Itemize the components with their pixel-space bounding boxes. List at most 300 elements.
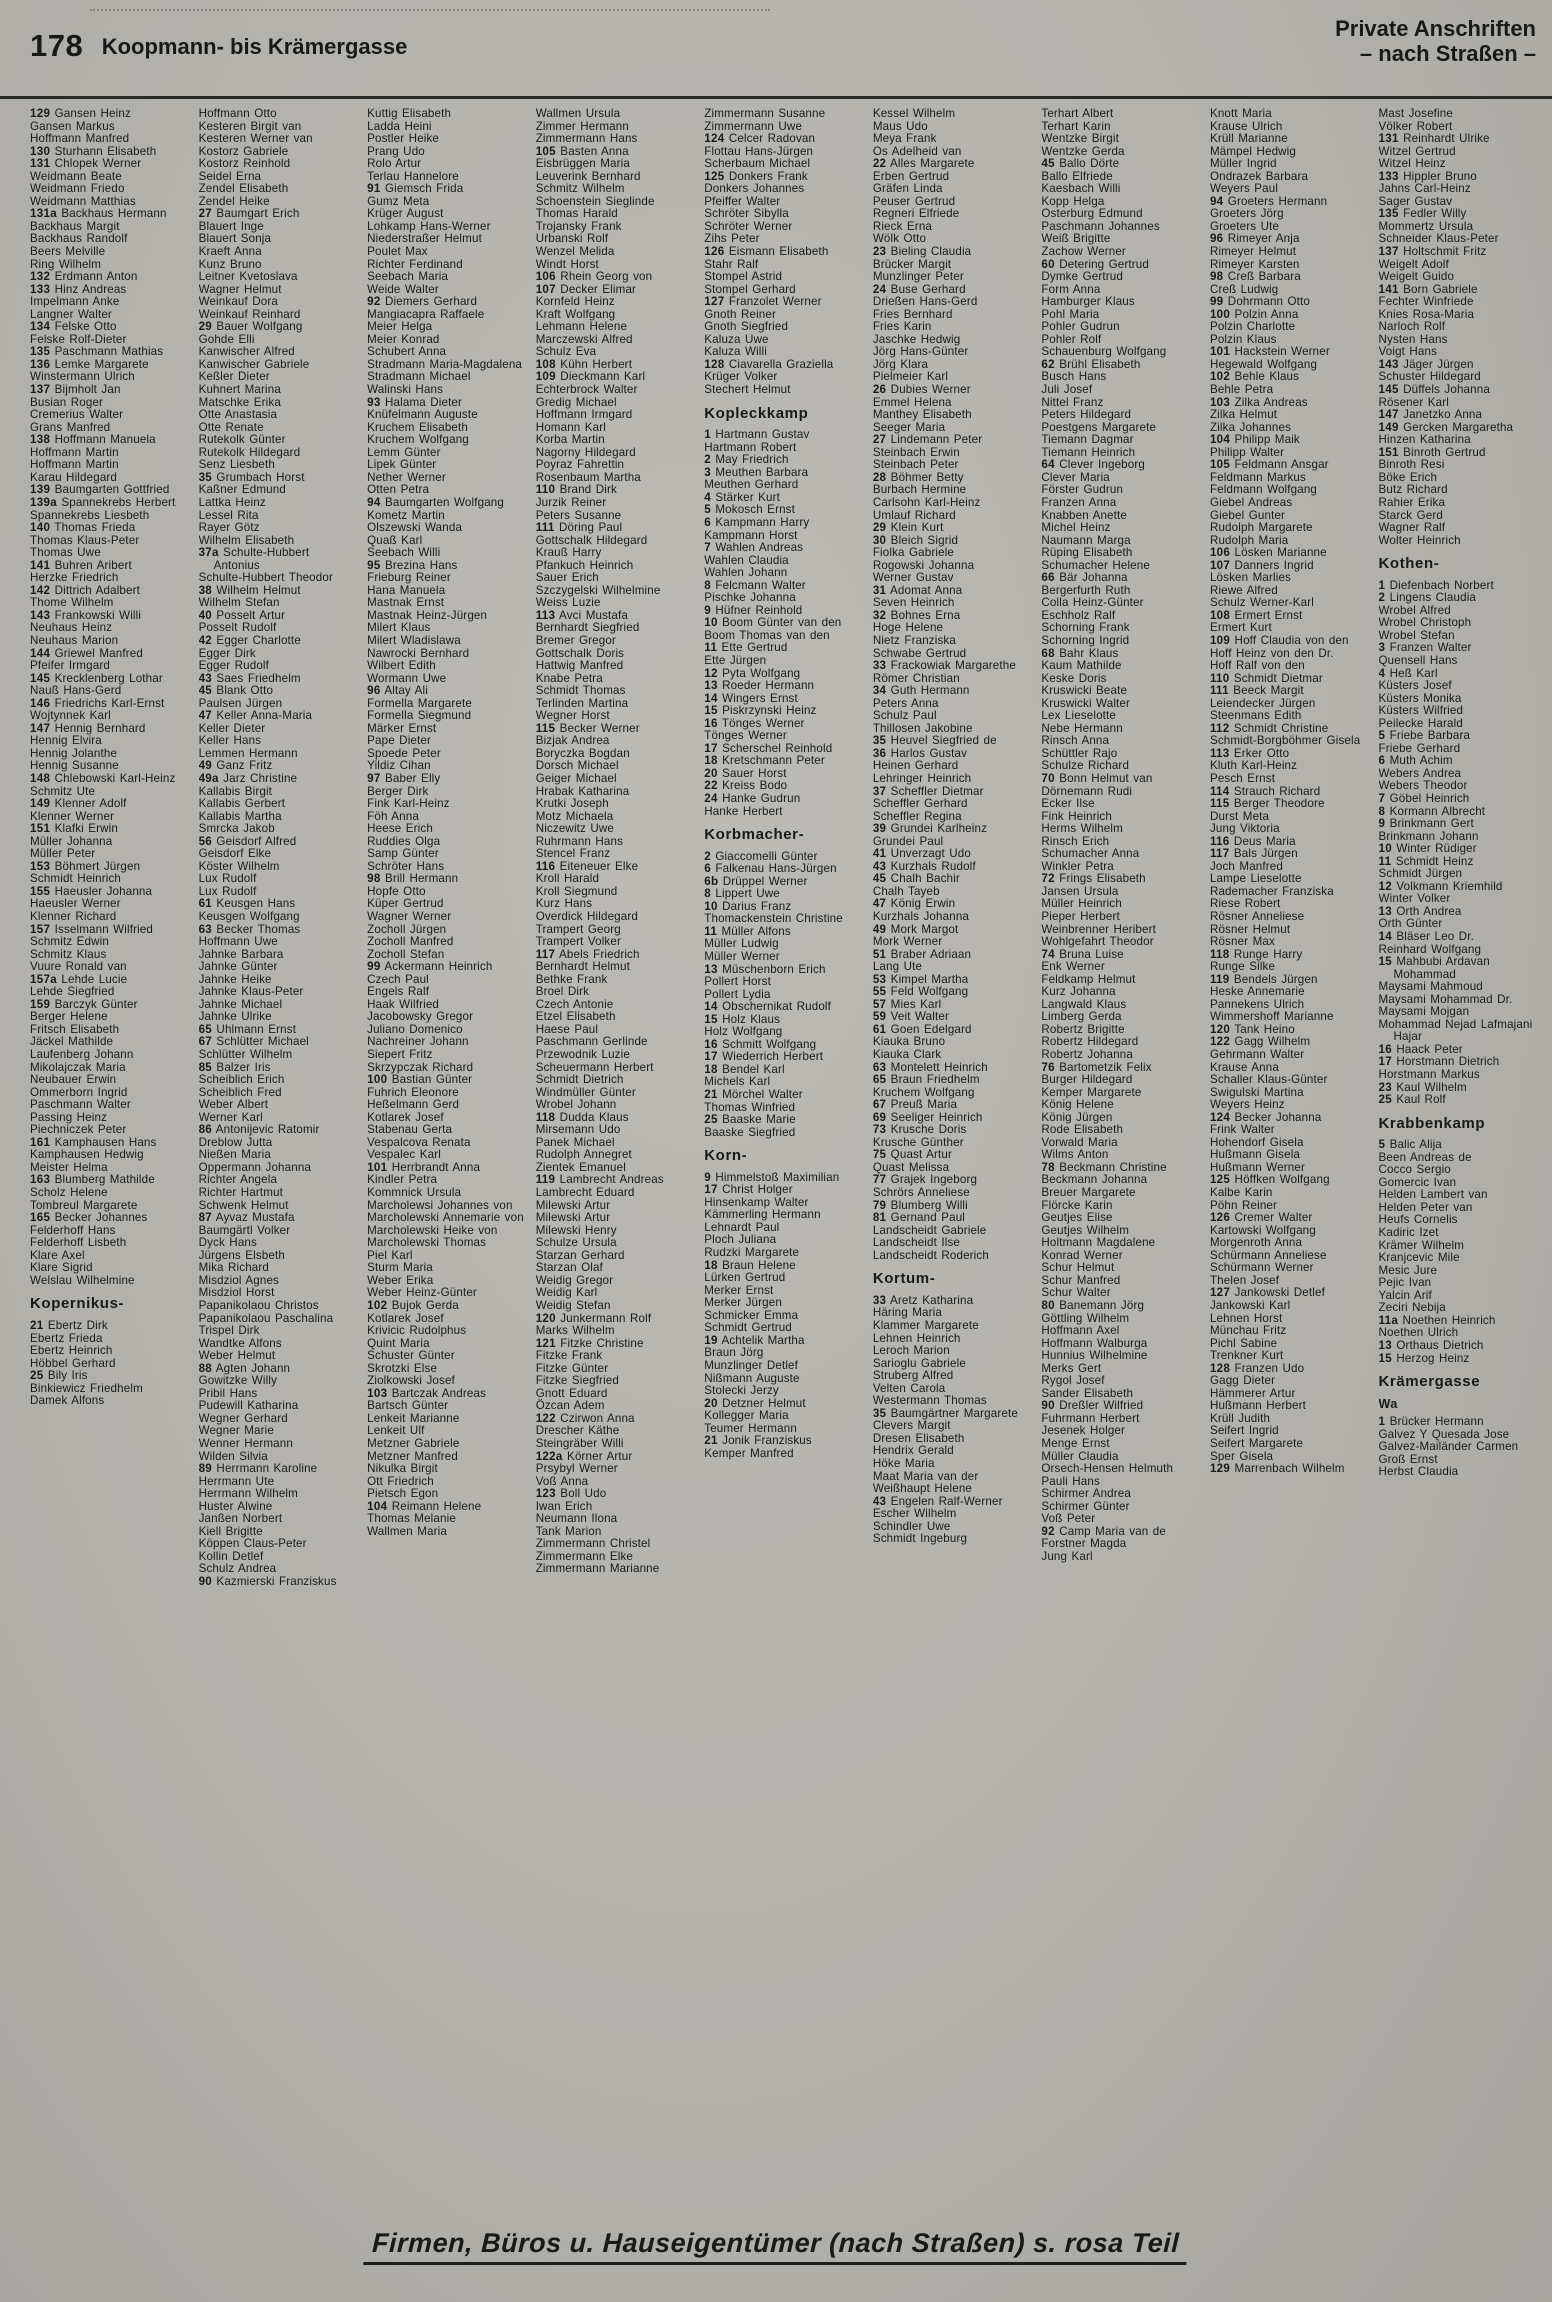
directory-entry: Urbanski Rolf [535, 232, 609, 246]
directory-entry: Neumann Ilona [535, 1512, 618, 1526]
directory-entry: Weber Albert [198, 1098, 269, 1112]
directory-entry: König Helene [1041, 1098, 1114, 1112]
directory-entry: Friebe Gerhard [1378, 741, 1461, 755]
directory-entry: Jung Karl [1041, 1549, 1093, 1563]
directory-entry: 116 Deus Maria [1209, 834, 1296, 848]
directory-entry: Lux Rudolf [198, 872, 257, 886]
directory-entry: Jaschke Hedwig [872, 332, 961, 346]
section-header [1335, 16, 1536, 66]
directory-entry: Höke Maria [872, 1456, 935, 1470]
directory-entry: Scheiblich Erich [198, 1073, 285, 1087]
directory-entry: 145 Düffels Johanna [1378, 383, 1490, 397]
directory-entry: Franzen Anna [1041, 495, 1117, 509]
directory-entry: 67 Preuß Maria [872, 1098, 958, 1112]
directory-entry: Grans Manfred [30, 420, 111, 434]
directory-entry: Bernhardt Helmut [535, 960, 630, 974]
directory-entry: 103 Bartczak Andreas [367, 1386, 487, 1400]
directory-entry: Schulte-Hubbert Theodor [198, 571, 333, 585]
directory-entry: Brücker Margit [872, 257, 952, 271]
directory-entry: Misdziol Horst [198, 1286, 275, 1300]
directory-entry: Tönges Werner [704, 729, 787, 743]
directory-entry: 165 Becker Johannes [30, 1211, 148, 1225]
directory-entry: Peters Hildegard [1041, 408, 1132, 422]
directory-entry: 135 Fedler Willy [1378, 207, 1467, 221]
directory-entry: 29 Klein Kurt [872, 521, 944, 535]
directory-entry: Merker Jürgen [704, 1296, 782, 1310]
directory-entry: Schulz Paul [872, 709, 937, 723]
directory-entry: Pichl Sabine [1209, 1336, 1278, 1350]
directory-entry: 115 Becker Werner [535, 721, 640, 735]
directory-column [1210, 108, 1370, 2200]
directory-entry: Jesenek Holger [1041, 1424, 1126, 1438]
directory-entry: Weber Heinz-Günter [367, 1286, 477, 1300]
directory-entry: Mirsemann Udo [535, 1123, 621, 1137]
directory-entry: Polzin Charlotte [1209, 320, 1296, 334]
directory-entry: Jörg Hans-Günter [872, 345, 969, 359]
directory-entry: Siepert Fritz [367, 1048, 433, 1062]
directory-entry: 45 Chalh Bachir [872, 872, 960, 886]
directory-entry: Sager Gustav [1378, 194, 1453, 208]
directory-entry: Herrmann Wilhelm [198, 1487, 298, 1501]
directory-entry: Vorwald Maria [1041, 1135, 1118, 1149]
directory-entry: Pfankuch Heinrich [535, 558, 634, 572]
directory-entry: Schüttler Rajo [1041, 746, 1118, 760]
directory-entry: Mesic Jure [1378, 1263, 1438, 1277]
directory-entry: 11a Noethen Heinrich [1378, 1313, 1496, 1327]
directory-entry: Motz Michaela [535, 809, 614, 823]
directory-entry: 90 Dreßler Wilfried [1041, 1399, 1144, 1413]
directory-entry: Knies Rosa-Maria [1378, 307, 1475, 321]
directory-entry: 11 Müller Alfons [704, 924, 791, 938]
directory-entry: Ott Friedrich [367, 1474, 434, 1488]
directory-entry: Voigt Hans [1378, 345, 1438, 359]
directory-entry: Marcholewsi Johannes von [367, 1198, 513, 1212]
directory-entry: 157a Lehde Lucie [30, 972, 128, 986]
directory-entry: 35 Baumgärtner Margarete [872, 1406, 1018, 1420]
directory-entry: Skrzypczak Richard [367, 1060, 474, 1074]
directory-entry: Leroch Marion [872, 1344, 950, 1358]
directory-entry: 49a Jarz Christine [198, 771, 298, 785]
directory-entry: Impelmann Anke [30, 295, 120, 309]
directory-entry: Kornfeld Heinz [535, 295, 615, 309]
directory-entry: Seeger Maria [872, 420, 946, 434]
directory-entry: Helden Peter van [1378, 1200, 1473, 1214]
directory-entry: Heske Annemarie [1209, 985, 1305, 999]
directory-entry: Schur Walter [1041, 1286, 1111, 1300]
directory-entry: Trojansky Frank [535, 219, 622, 233]
directory-entry: Gansen Markus [30, 119, 115, 133]
directory-entry: Schorning Ingrid [1041, 633, 1130, 647]
directory-entry: Westermann Thomas [872, 1394, 987, 1408]
directory-entry: 21 Ebertz Dirk [30, 1318, 108, 1332]
directory-entry: Hoffmann Uwe [198, 935, 278, 949]
directory-entry: Reinhard Wolfgang [1378, 942, 1482, 956]
directory-entry: Pollert Lydia [704, 987, 771, 1001]
directory-entry: Gnoth Siegfried [704, 320, 789, 334]
directory-entry: Marcholewski Annemarie von [367, 1211, 524, 1225]
directory-entry: Voß Peter [1041, 1512, 1096, 1526]
directory-entry: 13 Müschenborn Erich [704, 962, 826, 976]
directory-entry: Bernhardt Siegfried [535, 621, 640, 635]
directory-entry: Panek Michael [535, 1135, 615, 1149]
directory-entry: Kostorz Reinhold [198, 157, 291, 171]
directory-entry: Zimmermann Susanne [704, 108, 826, 120]
directory-entry: Schmidt Gertrud [704, 1321, 792, 1335]
directory-entry: Schröter Sibylla [704, 207, 789, 221]
directory-entry: 16 Tönges Werner [704, 716, 805, 730]
directory-entry: Stolecki Jerzy [704, 1384, 779, 1398]
directory-entry: Beers Melville [30, 245, 106, 259]
directory-entry: Nietz Franziska [872, 633, 956, 647]
directory-column [873, 108, 1033, 2200]
directory-entry: Schumacher Anna [1041, 847, 1140, 861]
directory-entry: Sarioglu Gabriele [872, 1356, 966, 1370]
directory-entry: Smrcka Jakob [198, 822, 275, 836]
directory-entry: Thomas Winfried [704, 1100, 796, 1114]
directory-entry: 108 Kühn Herbert [535, 357, 633, 371]
directory-entry: Meuthen Gerhard [704, 478, 799, 492]
directory-entry: Philipp Walter [1209, 445, 1285, 459]
directory-entry: Stencel Franz [535, 847, 611, 861]
directory-entry: Meier Helga [367, 320, 433, 334]
directory-entry: Kostorz Gabriele [198, 144, 289, 158]
directory-entry: Geiger Michael [535, 771, 617, 785]
directory-entry: Krämer Wilhelm [1378, 1238, 1465, 1252]
directory-entry: Dreblow Jutta [198, 1135, 273, 1149]
directory-entry: Kaesbach Willi [1041, 182, 1121, 196]
directory-entry: 25 Kaul Rolf [1378, 1093, 1446, 1107]
directory-entry: Richter Hartmut [198, 1186, 283, 1200]
directory-entry: Orsech-Hensen Helmuth [1041, 1462, 1174, 1476]
directory-entry: Gomercic Ivan [1378, 1175, 1457, 1189]
directory-entry: Kallabis Birgit [198, 784, 273, 798]
directory-column [1041, 108, 1201, 2200]
directory-entry: 15 Herzog Heinz [1378, 1351, 1470, 1365]
directory-entry: 85 Balzer Iris [198, 1060, 271, 1074]
directory-entry: Sper Gisela [1209, 1449, 1274, 1463]
directory-entry: Mastnak Ernst [367, 596, 445, 610]
directory-entry: Grundei Paul [872, 834, 944, 848]
directory-entry: Escher Wilhelm [872, 1507, 957, 1521]
directory-entry: 97 Baber Elly [367, 771, 441, 785]
directory-entry: Förster Gudrun [1041, 483, 1124, 497]
directory-entry: Rüping Elisabeth [1041, 546, 1133, 560]
directory-entry: 27 Baumgart Erich [198, 207, 300, 221]
directory-entry: Langner Walter [30, 307, 112, 321]
section-header-line1: Private Anschriften [1335, 16, 1536, 41]
directory-entry: Boom Thomas van den [704, 628, 830, 642]
directory-entry: Groeters Jörg [1209, 207, 1284, 221]
directory-entry: Peters Anna [872, 696, 939, 710]
directory-entry: 99 Ackermann Heinrich [367, 960, 493, 974]
directory-entry: Jung Viktoria [1209, 822, 1280, 836]
directory-entry: Kanwischer Alfred [198, 345, 295, 359]
directory-entry: 6b Drüppel Werner [704, 874, 808, 888]
directory-entry: Hoff Heinz von den Dr. [1209, 646, 1334, 660]
directory-entry: 8 Lippert Uwe [704, 887, 780, 901]
directory-entry: Schmidt-Borgböhmer Gisela [1209, 734, 1361, 748]
directory-entry: 61 Keusgen Hans [198, 897, 296, 911]
directory-entry: Pape Dieter [367, 734, 431, 748]
directory-entry: Krause Ulrich [1209, 119, 1283, 133]
directory-entry: 17 Horstmann Dietrich [1378, 1055, 1500, 1069]
directory-entry: Schirmer Günter [1041, 1499, 1130, 1513]
directory-entry: Mommertz Ursula [1378, 219, 1474, 233]
directory-entry: Seebach Maria [367, 270, 449, 284]
directory-entry: 39 Grundei Karlheinz [872, 822, 988, 836]
directory-entry: Wilbert Edith [367, 659, 436, 673]
directory-entry: Clevers Margit [872, 1419, 951, 1433]
directory-entry: 92 Diemers Gerhard [367, 295, 478, 309]
directory-entry: 107 Decker Elimar [535, 282, 637, 296]
directory-entry: Flörcke Karin [1041, 1198, 1113, 1212]
directory-entry: Klare Axel [30, 1248, 85, 1262]
directory-entry: Wagner Ralf [1378, 521, 1446, 535]
directory-entry: Ommerborn Ingrid [30, 1085, 128, 1099]
directory-entry: Quaß Karl [367, 533, 423, 547]
directory-entry: Kraeft Anna [198, 245, 262, 259]
directory-entry: Marcholewski Heike von [367, 1223, 498, 1237]
directory-entry: Paulsen Jürgen [198, 696, 283, 710]
directory-entry: Scheuermann Herbert [535, 1060, 654, 1074]
directory-entry: 111 Döring Paul [535, 521, 623, 535]
directory-entry: Pohler Gudrun [1041, 320, 1120, 334]
directory-entry: 100 Polzin Anna [1209, 307, 1299, 321]
directory-entry: Pohl Maria [1041, 307, 1100, 321]
directory-entry: Gredig Michael [535, 395, 617, 409]
directory-entry: Zocholl Jürgen [367, 922, 447, 936]
directory-entry: Jürgens Elsbeth [198, 1248, 285, 1262]
directory-entry: Menge Ernst [1041, 1436, 1110, 1450]
directory-entry: Senz Liesbeth [198, 458, 275, 472]
directory-entry: Teumer Hermann [704, 1421, 797, 1435]
directory-entry: 63 Becker Thomas [198, 922, 301, 936]
directory-entry: Burger Hildegard [1041, 1073, 1133, 1087]
directory-entry: Kesteren Werner van [198, 132, 313, 146]
directory-entry: Schmitz Wilhelm [535, 182, 625, 196]
directory-entry: 38 Wilhelm Helmut [198, 583, 301, 597]
directory-entry: Weidmann Matthias [30, 194, 136, 208]
directory-entry: 35 Heuvel Siegfried de [872, 734, 997, 748]
directory-entry: Weyers Paul [1209, 182, 1279, 196]
directory-entry: Hanke Herbert [704, 804, 783, 818]
directory-entry: Zilka Johannes [1209, 420, 1292, 434]
directory-entry: Paschmann Walter [30, 1098, 131, 1112]
directory-entry: Trispel Dirk [198, 1324, 260, 1338]
directory-entry: 35 Grumbach Horst [198, 470, 305, 484]
directory-entry: 126 Cremer Walter [1209, 1211, 1313, 1225]
directory-entry: Rinsch Anna [1041, 734, 1110, 748]
directory-entry: Kaßner Edmund [198, 483, 286, 497]
directory-entry: Hattwig Manfred [535, 659, 624, 673]
directory-entry: Keller Hans [198, 734, 262, 748]
directory-entry: Jahnke Barbara [198, 947, 284, 961]
directory-entry: 137 Holtschmit Fritz [1378, 245, 1487, 259]
directory-entry: Jahnke Klaus-Peter [198, 985, 304, 999]
directory-entry: 37 Scheffler Dietmar [872, 784, 984, 798]
directory-entry: 66 Bär Johanna [1041, 571, 1128, 585]
directory-entry: Richter Angela [198, 1173, 278, 1187]
directory-entry: Feldmann Wolfgang [1209, 483, 1318, 497]
street-heading: Korbmacher- [704, 826, 805, 844]
directory-entry: 32 Bohnes Erna [872, 608, 961, 622]
directory-entry: Backhaus Margit [30, 219, 120, 233]
directory-entry: Schmitz Ute [30, 784, 96, 798]
directory-entry: Form Anna [1041, 282, 1101, 296]
directory-entry: Thomas Harald [535, 207, 618, 221]
directory-entry: Os Adelheid van [872, 144, 962, 158]
directory-entry: 21 Jonik Franziskus [704, 1434, 812, 1448]
directory-entry: Thomas Uwe [30, 546, 101, 560]
directory-entry: Rimeyer Karsten [1209, 257, 1300, 271]
directory-entry: Stahr Ralf [704, 257, 759, 271]
directory-entry: 96 Altay Ali [367, 684, 428, 698]
directory-entry: Drescher Käthe [535, 1424, 620, 1438]
directory-entry: Hana Manuela [367, 583, 446, 597]
directory-entry: 29 Bauer Wolfgang [198, 320, 303, 334]
directory-entry: Maysami Mohammad Dr. [1378, 992, 1513, 1006]
directory-entry: 89 Herrmann Karoline [198, 1462, 318, 1476]
directory-entry: Kadiric Izet [1378, 1226, 1439, 1240]
directory-entry: 103 Zilka Andreas [1209, 395, 1308, 409]
directory-entry: Hoffmann Irmgard [535, 408, 633, 422]
directory-entry: Laufenberg Johann [30, 1048, 134, 1062]
directory-entry: Keusgen Wolfgang [198, 910, 300, 923]
directory-entry: Werner Gustav [872, 571, 954, 585]
directory-entry: 86 Antonijevic Ratomir [198, 1123, 320, 1137]
directory-entry: Milewski Henry [535, 1223, 617, 1237]
page-title: Koopmann- bis Krämergasse [101, 34, 408, 59]
directory-entry: Müller Ludwig [704, 937, 779, 951]
street-heading: Korn- [704, 1147, 748, 1165]
directory-entry: 113 Avci Mustafa [535, 608, 628, 622]
directory-entry: Zimmermann Hans [535, 132, 638, 146]
directory-entry: 91 Giemsch Frida [367, 182, 464, 196]
directory-entry: Lampe Lieselotte [1209, 872, 1302, 886]
directory-entry: Maus Udo [872, 119, 928, 133]
directory-entry: 3 Franzen Walter [1378, 641, 1472, 655]
directory-entry: Lambrecht Eduard [535, 1186, 635, 1200]
directory-entry: Wrobel Christoph [1378, 616, 1472, 630]
directory-entry: Joch Manfred [1209, 859, 1283, 873]
directory-entry: 5 Balic Alija [1378, 1138, 1442, 1152]
directory-entry: Wilms Anton [1041, 1148, 1109, 1162]
directory-entry: 20 Detzner Helmut [704, 1396, 806, 1410]
street-heading: Kopleckkamp [704, 404, 809, 422]
directory-entry: Hrabak Katharina [535, 784, 630, 798]
directory-entry: Milert Klaus [367, 621, 431, 635]
directory-entry: Özcan Adem [535, 1399, 605, 1413]
directory-entry: 75 Quast Artur [872, 1148, 952, 1162]
directory-entry: Durst Meta [1209, 809, 1270, 823]
directory-entry: Prang Udo [367, 144, 425, 158]
directory-entry: Rudolph Maria [1209, 533, 1289, 547]
directory-entry: Gumz Meta [367, 194, 430, 208]
directory-entry: Seifert Ingrid [1209, 1424, 1279, 1438]
directory-entry: 98 Creß Barbara [1209, 270, 1301, 284]
directory-entry: Windt Horst [535, 257, 599, 271]
directory-entry: Walinski Hans [367, 383, 444, 397]
directory-entry: Blauert Inge [198, 219, 264, 233]
directory-entry: Fink Karl-Heinz [367, 797, 450, 811]
header-divider [0, 96, 1552, 99]
directory-entry: 147 Janetzko Anna [1378, 408, 1483, 422]
directory-entry: Fitzke Günter [535, 1361, 609, 1375]
directory-entry: 77 Grajek Ingeborg [872, 1173, 978, 1187]
directory-entry: 161 Kamphausen Hans [30, 1135, 157, 1149]
directory-entry: Backhaus Randolf [30, 232, 128, 246]
street-heading: Krämergasse [1378, 1373, 1481, 1391]
directory-entry: 119 Bendels Jürgen [1209, 972, 1318, 986]
directory-entry: Kurz Johanna [1041, 985, 1116, 999]
directory-entry: Föh Anna [367, 809, 419, 823]
directory-entry: Leiendecker Jürgen [1209, 696, 1316, 710]
directory-entry: Forstner Magda [1041, 1537, 1127, 1551]
directory-column [1379, 108, 1539, 2200]
directory-entry: Hoff Ralf von den [1209, 659, 1305, 673]
directory-entry: 137 Bijmholt Jan [30, 383, 121, 397]
directory-entry: Terlau Hannelore [367, 169, 459, 183]
directory-entry: Scheiblich Fred [198, 1085, 282, 1099]
directory-entry: Müller Johanna [30, 834, 113, 848]
directory-entry: Pfeifer Irmgard [30, 659, 110, 673]
directory-entry: 128 Ciavarella Graziella [704, 357, 834, 371]
directory-entry: Binroth Resi [1378, 458, 1445, 472]
directory-entry: Giebel Andreas [1209, 495, 1293, 509]
directory-entry: Jäckel Mathilde [30, 1035, 114, 1049]
directory-entry: Juli Josef [1041, 383, 1093, 397]
directory-entry: Metzner Gabriele [367, 1436, 460, 1450]
directory-entry: Lessel Rita [198, 508, 259, 522]
directory-entry: Misdziol Agnes [198, 1273, 279, 1287]
directory-entry: Rudzki Margarete [704, 1246, 800, 1260]
directory-entry: 33 Frackowiak Margarethe [872, 659, 1016, 673]
directory-entry: 60 Detering Gertrud [1041, 257, 1149, 271]
directory-entry: Schürmann Anneliese [1209, 1248, 1327, 1262]
directory-entry: Horstmann Markus [1378, 1068, 1480, 1082]
directory-entry: Haak Wilfried [367, 997, 440, 1011]
directory-entry: Weinkauf Reinhard [198, 307, 301, 321]
directory-entry: Felske Rolf-Dieter [30, 332, 127, 346]
directory-entry: Boryczka Bogdan [535, 746, 630, 760]
directory-entry: 109 Hoff Claudia von den [1209, 633, 1349, 647]
directory-entry: Kiauka Bruno [872, 1035, 946, 1049]
directory-entry: Fries Bernhard [872, 307, 953, 321]
directory-entry: Rogowski Johanna [872, 558, 975, 572]
directory-entry: Mikolajczak Maria [30, 1060, 126, 1074]
directory-entry: 11 Schmidt Heinz [1378, 854, 1474, 868]
directory-entry: 22 Kreiss Bodo [704, 779, 788, 793]
directory-entry: Beckmann Johanna [1041, 1173, 1148, 1187]
directory-entry: Schuster Hildegard [1378, 370, 1481, 384]
directory-entry: 23 Bieling Claudia [872, 245, 972, 259]
directory-entry: Pudewill Katharina [198, 1399, 299, 1413]
directory-entry: Kallabis Gerbert [198, 797, 286, 811]
directory-entry: Schwenk Helmut [198, 1198, 289, 1212]
directory-entry: Schmitz Klaus [30, 947, 107, 961]
directory-entry: Wimmershoff Marianne [1209, 1010, 1334, 1024]
directory-entry: Spannekrebs Liesbeth [30, 508, 150, 522]
directory-entry: Piechniczek Peter [30, 1123, 127, 1137]
directory-entry: Hoffmann Axel [1041, 1324, 1120, 1338]
directory-entry: 22 Alles Margarete [872, 157, 975, 171]
directory-entry: Pannekens Ulrich [1209, 997, 1305, 1011]
directory-entry: Milewski Artur [535, 1211, 611, 1225]
directory-entry: Winkler Petra [1041, 859, 1114, 873]
directory-entry: Hennig Elvira [30, 734, 102, 748]
directory-entry: Nauß Hans-Gerd [30, 684, 122, 698]
directory-entry: 25 Baaske Marie [704, 1113, 796, 1127]
